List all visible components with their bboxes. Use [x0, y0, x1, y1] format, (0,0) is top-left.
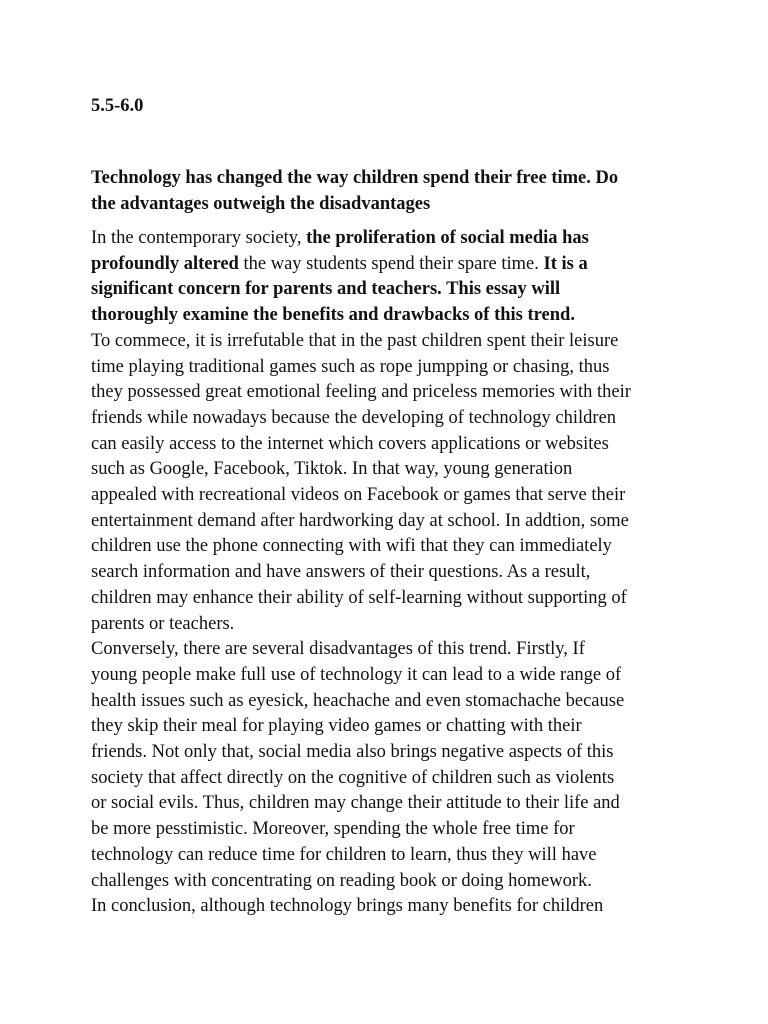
paragraph-line: friends. Not only that, social media also brings negative aspects of this — [91, 742, 614, 763]
title-line: Technology has changed the way children spend their free time. Do — [91, 168, 619, 188]
paragraph-line: challenges with concentrating on reading book or doing homework. — [91, 870, 592, 891]
band-score-label: 5.5-6.0 — [91, 96, 144, 116]
paragraph-line: entertainment demand after hardworking day at school. In addtion, some — [91, 510, 629, 531]
title-line: the advantages outweigh the disadvantages — [91, 194, 431, 214]
paragraph-line — [91, 252, 691, 278]
essay-prompt-title — [91, 165, 691, 217]
paragraph-line: appealed with recreational videos on Facebook or games that serve their — [91, 485, 626, 506]
conclusion-paragraph — [91, 894, 691, 920]
paragraph-line: search information and have answers of their questions. As a result, — [91, 562, 591, 583]
paragraph-line: time playing traditional games such as rope jumpping or chasing, thus — [91, 356, 610, 377]
intro-emphasis: significant concern for parents and teachers. This essay will — [91, 279, 561, 300]
paragraph-line: they skip their meal for playing video games or chatting with their — [91, 716, 582, 737]
intro-text: the way students spend their spare time. — [238, 253, 544, 274]
paragraph-line: or social evils. Thus, children may change their attitude to their life and — [91, 793, 620, 814]
paragraph-line: technology can reduce time for children to learn, thus they will have — [91, 844, 597, 865]
paragraph-line: Conversely, there are several disadvantages of this trend. Firstly, If — [91, 639, 585, 660]
paragraph-line: children use the phone connecting with wifi that they can immediately — [91, 536, 612, 557]
paragraph-line: society that affect directly on the cognitive of children such as violents — [91, 767, 615, 788]
drawbacks-paragraph — [91, 637, 691, 894]
intro-text: In the contemporary society, — [91, 228, 307, 248]
intro-emphasis: profoundly altered — [91, 253, 239, 274]
paragraph-line: parents or teachers. — [91, 613, 235, 634]
paragraph-line: To commece, it is irrefutable that in the past children spent their leisure — [91, 330, 619, 351]
intro-emphasis: It is a — [543, 253, 588, 274]
paragraph-line: can easily access to the internet which covers applications or websites — [91, 433, 609, 454]
paragraph-line: children may enhance their ability of self-learning without supporting of — [91, 587, 627, 608]
paragraph-line: be more pesstimistic. Moreover, spending the whole free time for — [91, 819, 575, 840]
paragraph-line — [91, 303, 691, 329]
paragraph-line: they possessed great emotional feeling and priceless memories with their — [91, 382, 631, 403]
intro-emphasis: the proliferation of social media has — [306, 228, 589, 248]
paragraph-line — [91, 277, 691, 303]
paragraph-line: health issues such as eyesick, heachache and even stomachache because — [91, 690, 625, 711]
paragraph-line: In conclusion, although technology brings many benefits for children — [91, 896, 604, 917]
paragraph-line: young people make full use of technology it can lead to a wide range of — [91, 664, 622, 685]
paragraph-line — [91, 226, 691, 252]
essay-body — [91, 226, 691, 920]
intro-emphasis: thoroughly examine the benefits and drawbacks of this trend. — [91, 305, 575, 326]
benefits-paragraph — [91, 329, 691, 637]
paragraph-line: such as Google, Facebook, Tiktok. In that way, young generation — [91, 459, 573, 480]
paragraph-line: friends while nowadays because the developing of technology children — [91, 407, 617, 428]
intro-paragraph — [91, 226, 691, 329]
